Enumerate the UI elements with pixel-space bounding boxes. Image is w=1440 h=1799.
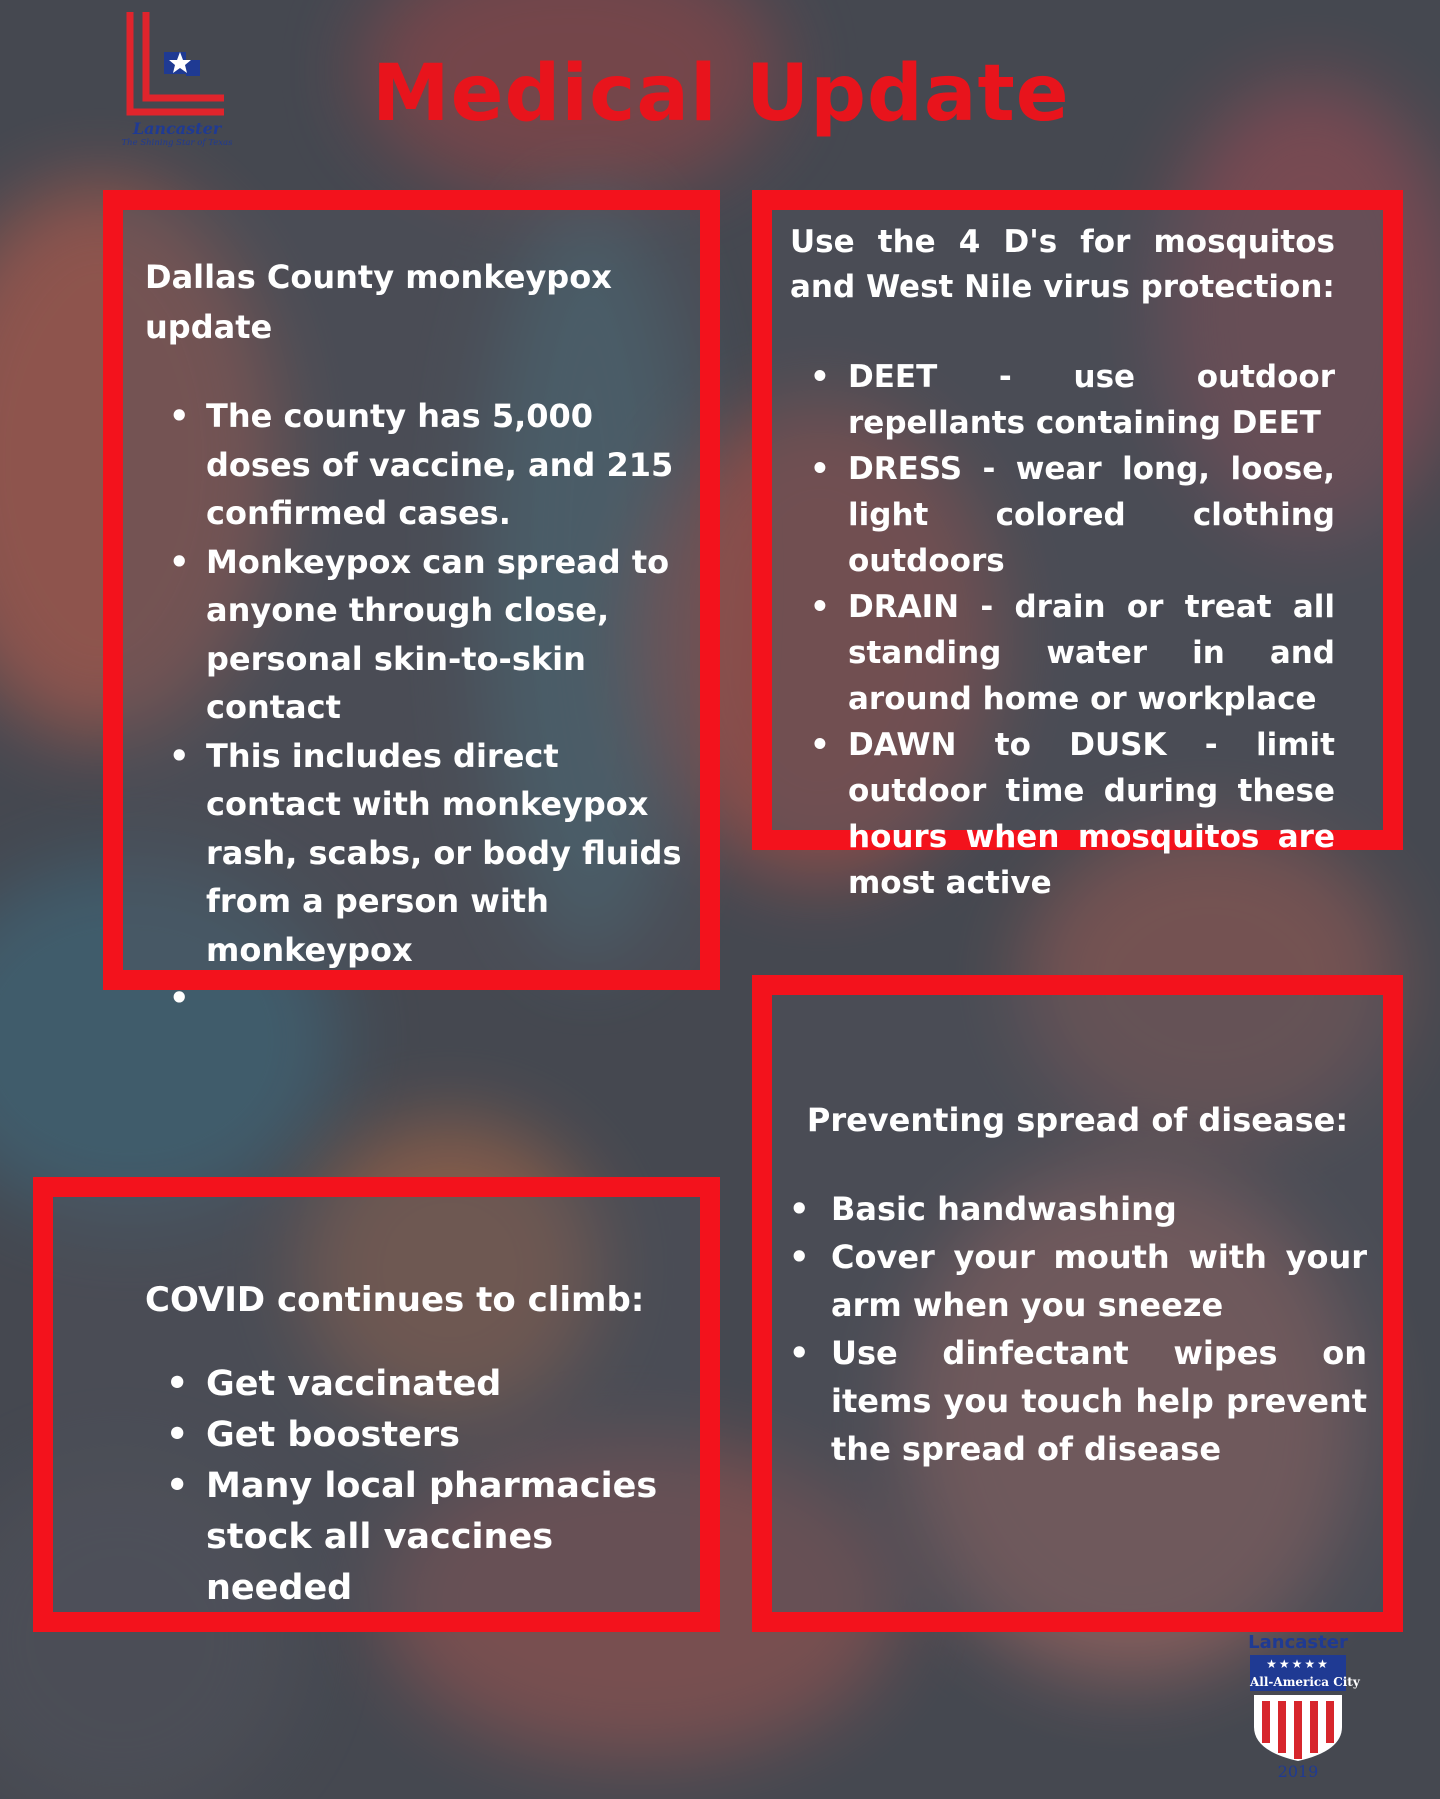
covid-list: [206, 1359, 682, 1614]
monkeypox-box: [103, 190, 720, 990]
lancaster-l-star-icon: [112, 8, 242, 120]
list-item: • Basic handwashing: [831, 1185, 1367, 1233]
badge-award: All-America City: [1250, 1675, 1360, 1689]
shield-icon: [1250, 1693, 1346, 1763]
prevention-heading: Preventing spread of disease:: [806, 1101, 1349, 1139]
list-item: • DAWN to DUSK - limit outdoor time during these hours when mosquitos are most active: [848, 722, 1335, 906]
list-item: • Cover your mouth with your arm when you sneeze: [831, 1233, 1367, 1329]
badge-stars: ★★★★★: [1250, 1655, 1346, 1673]
mosquito-heading: Use the 4 D's for mosquitos and West Nile virus protection:: [790, 224, 1335, 305]
monkeypox-list: [206, 392, 682, 1022]
logo-tagline: The Shining Star of Texas: [121, 138, 233, 148]
covid-heading: COVID continues to climb:: [145, 1280, 645, 1320]
list-item: • The county has 5,000 doses of vaccine, and 215 confirmed cases.: [206, 392, 682, 538]
list-item: • DEET - use outdoor repellants containing DEET: [848, 354, 1335, 446]
mosquito-box: [752, 190, 1403, 901]
covid-box: [33, 1177, 720, 1632]
list-item: • Get vaccinated: [206, 1359, 682, 1410]
list-item: • This includes direct contact with monkeypox rash, scabs, or body fluids from a person with monkeypox: [206, 732, 682, 975]
list-item: • Get boosters: [206, 1410, 682, 1461]
list-item: • Use dinfectant wipes on items you touch help prevent the spread of disease: [831, 1329, 1367, 1473]
list-item: • Many local pharmacies stock all vaccines needed: [206, 1461, 682, 1614]
list-item: • Monkeypox can spread to anyone through close, personal skin-to-skin contact: [206, 538, 682, 732]
list-item: • DRESS - wear long, loose, light colored clothing outdoors: [848, 446, 1335, 584]
list-item: • DRAIN - drain or treat all standing water in and around home or workplace: [848, 584, 1335, 722]
page-title: Medical Update: [372, 49, 1070, 139]
mosquito-list: [848, 354, 1335, 906]
monkeypox-heading: Dallas County monkeypox update: [145, 258, 612, 346]
logo-name: Lancaster: [132, 119, 222, 138]
prevention-list: [831, 1185, 1367, 1473]
badge-year: 2019: [1277, 1762, 1319, 1781]
all-america-city-badge: [1238, 1632, 1358, 1799]
badge-name: Lancaster: [1248, 1632, 1348, 1653]
list-item: [206, 974, 682, 1022]
prevention-box: [752, 975, 1403, 1632]
lancaster-logo: [112, 8, 242, 158]
